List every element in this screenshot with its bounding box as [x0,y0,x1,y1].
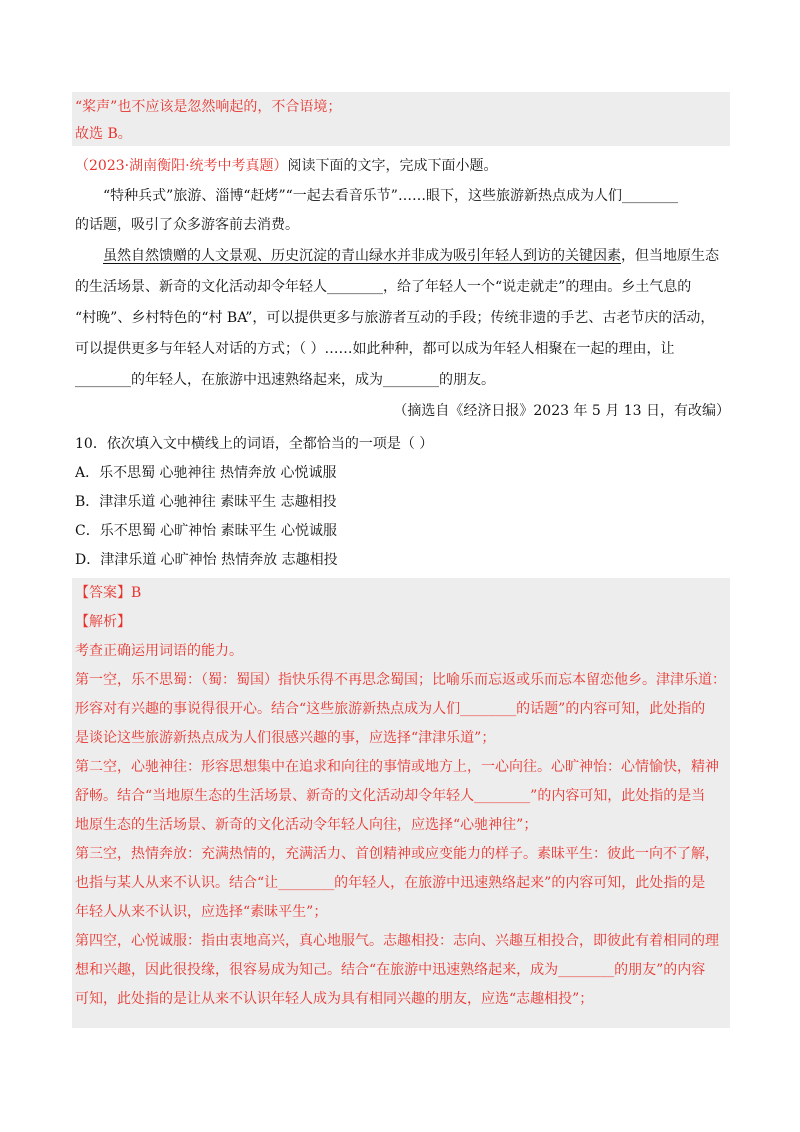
passage-p2-line2: 的生活场景、新奇的文化活动却令年轻人________，给了年轻人一个“说走就走”的理由。乡土气息的 [75,279,692,295]
analysis-line: 地原生态的生活场景、新奇的文化活动令年轻人向往，应选择“心驰神往”； [75,817,538,833]
analysis-line: 考查正确运用词语的能力。 [75,643,243,659]
option-a: A．乐不思蜀 心驰神往 热情奔放 心悦诚服 [75,465,337,481]
passage-source: （摘选自《经济日报》2023 年 5 月 13 日，有改编） [393,403,730,419]
passage-p2-line5: ________的年轻人，在旅游中迅速熟络起来，成为________的朋友。 [75,372,495,388]
instruction-text: 阅读下面的文字，完成下面小题。 [287,158,498,174]
passage-p2-line3: “村晚”、乡村特色的“村 BA”，可以提供更多与旅游者互动的手段；传统非遗的手艺、古老节庆的活动， [75,310,715,326]
analysis-line: 形容对有兴趣的事说得很开心。结合“这些旅游新热点成为人们________的话题”的内容可知，此处指的 [75,701,706,717]
source-tag: （2023·湖南衡阳·统考中考真题） [75,158,288,174]
answer-continuation-line-2: 故选 B。 [75,126,132,142]
analysis-line: 年轻人从来不认识，应选择“素昧平生”； [75,904,328,920]
option-b: B．津津乐道 心驰神往 素昧平生 志趣相投 [75,494,337,510]
option-d: D．津津乐道 心旷神怡 热情奔放 志趣相投 [75,552,338,568]
analysis-label: 【解析】 [75,614,131,630]
option-c: C．乐不思蜀 心旷神怡 素昧平生 心悦诚服 [75,523,338,539]
passage-p2-line1 [103,245,730,267]
question-stem: 10．依次填入文中横线上的词语，全都恰当的一项是（ ） [75,436,434,452]
passage-p2-line1-rest: ，但当地原生态 [621,248,719,264]
analysis-line: 第一空，乐不思蜀：（蜀：蜀国）指快乐得不再思念蜀国；比喻乐而忘返或乐而忘本留恋他乡。津津乐道： [75,672,726,688]
analysis-line: 想和兴趣，因此很投缘，很容易成为知己。结合“在旅游中迅速熟络起来，成为________的朋友”的内容 [75,962,706,978]
analysis-line: 也指与某人从来不认识。结合“让________的年轻人，在旅游中迅速熟络起来”的内容可知，此处指的是 [75,875,706,891]
answer-continuation-line-1: “桨声”也不应该是忽然响起的，不合语境； [75,99,342,115]
analysis-line: 舒畅。结合“当地原生态的生活场景、新奇的文化活动却令年轻人________”的内容可知，此处指的是当 [75,788,706,804]
analysis-line: 第四空，心悦诚服：指由衷地高兴，真心地服气。志趣相投：志向、兴趣互相投合，即彼此有着相同的理 [75,933,719,949]
analysis-line: 是谈论这些旅游新热点成为人们很感兴趣的事，应选择“津津乐道”； [75,730,496,746]
analysis-line: 可知，此处指的是让从来不认识年轻人成为具有相同兴趣的朋友，应选“志趣相投”； [75,991,594,1007]
answer-label: 【答案】B [75,585,142,601]
analysis-line: 第二空，心驰神往：形容思想集中在追求和向往的事情或地方上，一心向往。心旷神怡：心情愉快，精神 [75,759,719,775]
passage-p1-line2: 的话题，吸引了众多游客前去消费。 [75,217,299,233]
question-header [75,155,730,177]
passage-p2-line4: 可以提供更多与年轻人对话的方式；（ ）……如此种种，都可以成为年轻人相聚在一起的理由，让 [75,341,675,357]
passage-p1-line1: “特种兵式”旅游、淄博“赶烤”“一起去看音乐节”……眼下，这些旅游新热点成为人们________ [103,188,678,204]
analysis-line: 第三空，热情奔放：充满热情的，充满活力、首创精神或应变能力的样子。素昧平生：彼此一向不了解， [75,846,719,862]
underlined-sentence: 虽然自然馈赠的人文景观、历史沉淀的青山绿水并非成为吸引年轻人到访的关键因素 [103,248,621,264]
